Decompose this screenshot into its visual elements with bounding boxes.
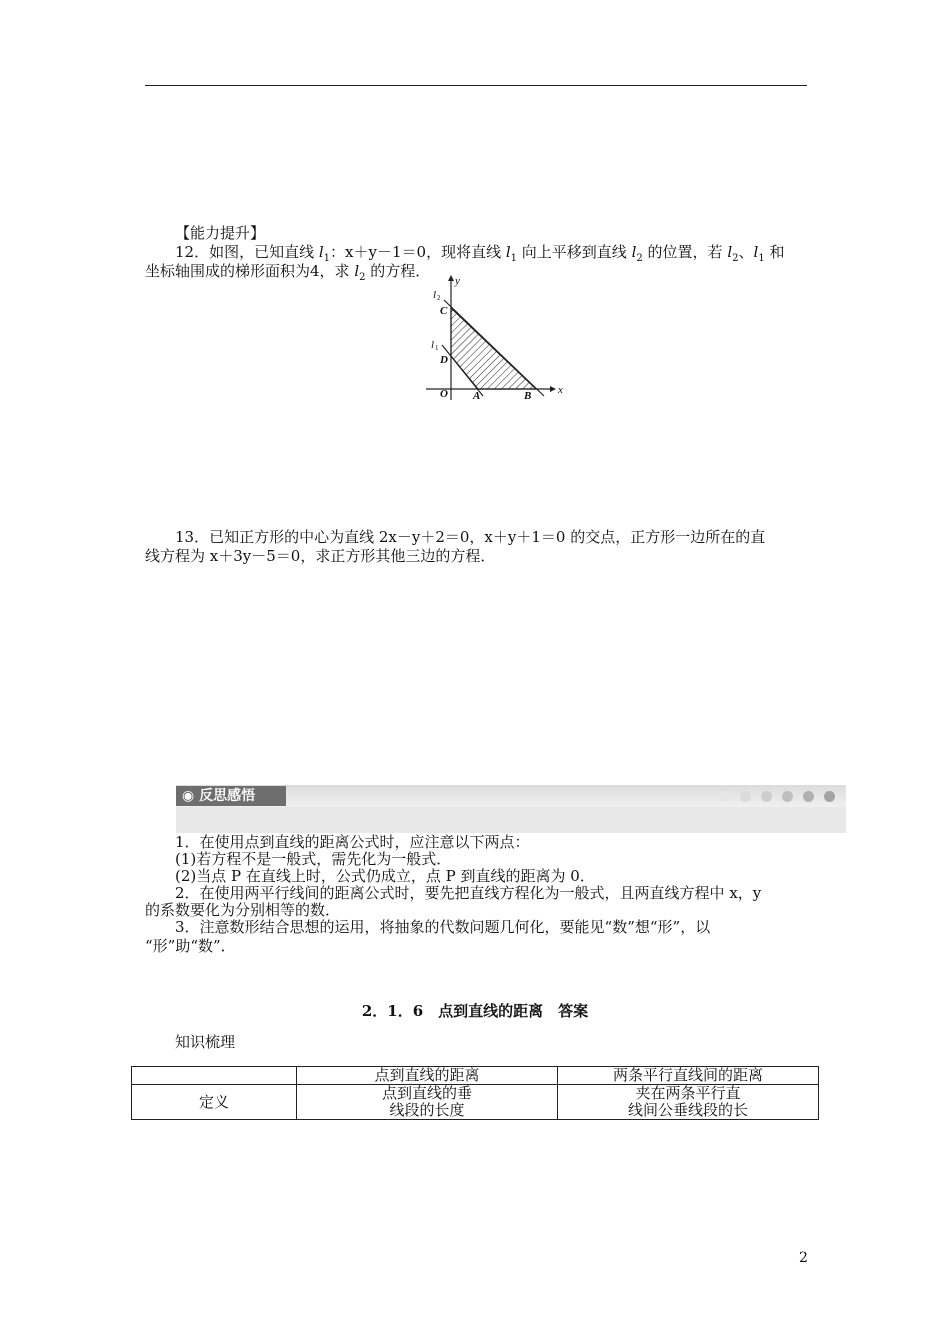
header-rule (145, 85, 807, 86)
label-l1: l (431, 339, 435, 351)
x-axis-arrow (550, 386, 556, 392)
reflection-item: “形”助“数”． (145, 937, 236, 955)
reflection-item: (1)若方程不是一般式，需先化为一般式． (175, 850, 452, 868)
table-row-label: 定义 (132, 1085, 297, 1120)
y-axis-arrow (448, 275, 454, 281)
question-12-line-2: 坐标轴围成的梯形面积为4，求 $l_2$ 的方程． (145, 262, 431, 283)
label-l2: l (433, 289, 437, 301)
table-cell: 点到直线的垂 线段的长度 (297, 1085, 558, 1120)
table-cell: 夹在两条平行直 线间公垂线段的长 (558, 1085, 819, 1120)
definition-table (131, 1066, 819, 1120)
banner-dot (803, 791, 814, 802)
label-x: x (558, 384, 563, 396)
table-header-cell: 两条平行直线间的距离 (558, 1067, 819, 1085)
label-B: B (524, 390, 532, 402)
banner-dot (719, 791, 730, 802)
reflection-item: 的系数要化为分别相等的数． (145, 901, 341, 919)
question-12-line-1: 12．如图，已知直线 $l_1$：x＋y－1＝0，现将直线 $l_1$ 向上平移到直线 $l_2$ 的位置，若 $l_2$、$l_1$ 和 (175, 243, 785, 264)
table-header-cell: 点到直线的距离 (297, 1067, 558, 1085)
reflection-item: 3．注意数形结合思想的运用，将抽象的代数问题几何化，要能见“数”想“形”，以 (175, 918, 711, 936)
table-header-cell (132, 1067, 297, 1085)
reflection-tag: ◉ 反思感悟 (176, 786, 286, 806)
banner-dot (761, 791, 772, 802)
trapezoid-figure (420, 272, 565, 404)
banner-dot (740, 791, 751, 802)
knowledge-title: 知识梳理 (175, 1033, 236, 1051)
label-A: A (473, 390, 481, 402)
answer-title: 2．1．6 点到直线的距离 答案 (361, 1002, 589, 1020)
page-number: 2 (799, 1250, 808, 1266)
label-l2-sub: 2 (437, 294, 441, 302)
question-13-line-2: 线方程为 x＋3y－5＝0，求正方形其他三边的方程． (145, 547, 496, 565)
reflection-item: 2．在使用两平行线间的距离公式时，要先把直线方程化为一般式，且两直线方程中 x，y (175, 884, 762, 902)
question-13-line-1: 13．已知正方形的中心为直线 2x－y＋2＝0，x＋y＋1＝0 的交点，正方形一边所在的直 (175, 528, 766, 546)
table-header-row (132, 1067, 819, 1085)
section-label: 【能力提升】 (175, 224, 266, 242)
label-D: D (440, 354, 448, 366)
table-row (132, 1085, 819, 1120)
label-C: C (440, 305, 448, 317)
label-O: O (440, 388, 448, 400)
reflection-item: 1．在使用点到直线的距离公式时，应注意以下两点： (175, 833, 530, 851)
banner-dot (782, 791, 793, 802)
label-l1-sub: 1 (435, 344, 439, 352)
label-y: y (455, 275, 460, 287)
reflection-item: (2)当点 P 在直线上时，公式仍成立，点 P 到直线的距离为 0． (175, 867, 595, 885)
banner-dot (824, 791, 835, 802)
